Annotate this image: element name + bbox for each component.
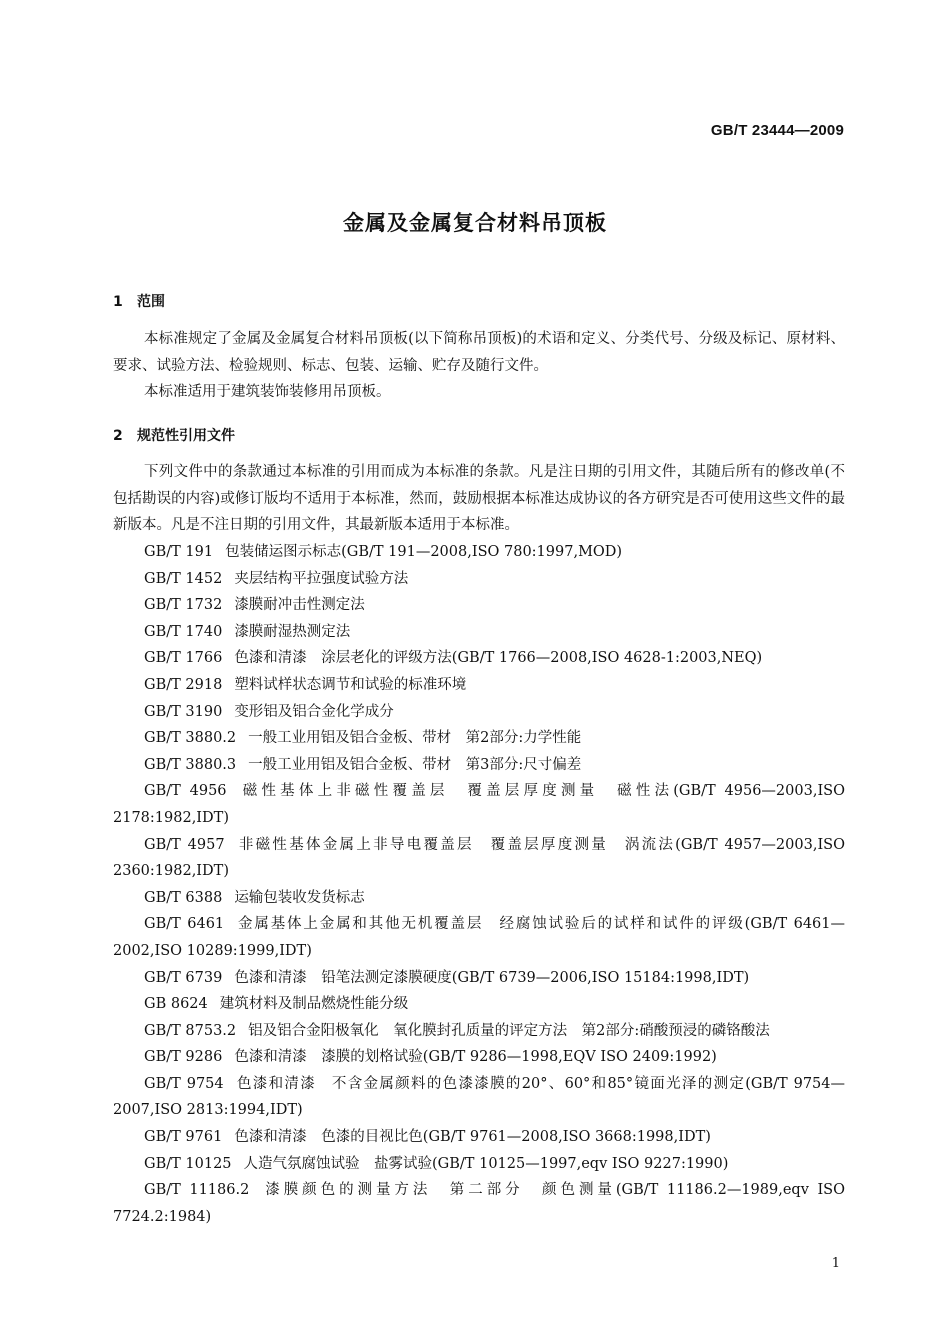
reference-code: GB/T 9286: [144, 1049, 223, 1066]
reference-title: 漆膜耐冲击性测定法: [234, 597, 365, 614]
reference-code: GB/T 3880.3: [144, 756, 237, 773]
reference-title: 磁性基体上非磁性覆盖层 覆盖层厚度测量 磁性法(GB/T 4956—2003,ISO 2178:1982,IDT): [113, 783, 845, 826]
reference-code: GB/T 6388: [144, 889, 223, 906]
standard-code: GB/T 23444—2009: [710, 122, 844, 139]
reference-code: GB/T 3190: [144, 703, 223, 720]
reference-code: GB/T 3880.2: [144, 730, 237, 747]
document-title: 金属及金属复合材料吊顶板: [343, 211, 607, 235]
section-title: 范围: [137, 294, 165, 310]
reference-code: GB/T 4957: [144, 836, 225, 853]
reference-item: [113, 778, 845, 831]
reference-title: 一般工业用铝及铝合金板、带材 第2部分:力学性能: [248, 730, 582, 747]
reference-code: GB/T 2918: [144, 676, 223, 693]
reference-title: 非磁性基体金属上非导电覆盖层 覆盖层厚度测量 涡流法(GB/T 4957—2003,ISO 2360:1982,IDT): [113, 836, 845, 880]
reference-title: 一般工业用铝及铝合金板、带材 第3部分:尺寸偏差: [248, 756, 582, 773]
reference-code: GB/T 9754: [144, 1075, 224, 1092]
reference-code: GB/T 1732: [144, 597, 223, 614]
reference-title: 色漆和清漆 不含金属颜料的色漆漆膜的20°、60°和85°镜面光泽的测定(GB/T 9754—2007,ISO 2813:1994,IDT): [113, 1075, 846, 1119]
reference-title: 金属基体上金属和其他无机覆盖层 经腐蚀试验后的试样和试件的评级(GB/T 6461—2002,ISO 10289:1999,IDT): [113, 916, 845, 959]
reference-item: [113, 699, 845, 726]
reference-title: 夹层结构平拉强度试验方法: [234, 570, 409, 587]
reference-code: GB/T 1740: [144, 623, 223, 640]
reference-title: 色漆和清漆 涂层老化的评级方法(GB/T 1766—2008,ISO 4628-1:2003,NEQ): [234, 650, 763, 667]
reference-item: [113, 1071, 845, 1124]
reference-title: 人造气氛腐蚀试验 盐雾试验(GB/T 10125—1997,eqv ISO 9227:1990): [243, 1155, 729, 1172]
section-1-paragraph-2: 本标准适用于建筑装饰装修用吊顶板。: [144, 384, 391, 400]
reference-code: GB 8624: [144, 996, 208, 1013]
reference-item: [113, 619, 845, 646]
reference-item: [113, 752, 845, 779]
reference-item: [113, 832, 845, 885]
page-number: 1: [831, 1256, 840, 1271]
reference-item: [113, 1044, 845, 1071]
reference-title: 塑料试样状态调节和试验的标准环境: [234, 676, 467, 693]
section-2-paragraph-1: 下列文件中的条款通过本标准的引用而成为本标准的条款。凡是注日期的引用文件，其随后所有的修改单(不包括勘误的内容)或修订版均不适用于本标准，然而，鼓励根据本标准达成协议的各方研究是否可使用这些文件的最新版本。凡是不注日期的引用文件，其最新版本适用于本标准。: [113, 464, 845, 534]
reference-code: GB/T 9761: [144, 1129, 223, 1146]
reference-item: [113, 911, 845, 964]
reference-code: GB/T 6739: [144, 969, 223, 986]
reference-title: 包装储运图示标志(GB/T 191—2008,ISO 780:1997,MOD): [225, 544, 623, 560]
reference-item: [113, 885, 845, 912]
reference-code: GB/T 191: [144, 544, 214, 560]
reference-item: [113, 1177, 845, 1230]
reference-code: GB/T 6461: [144, 916, 225, 933]
reference-item: [113, 1124, 845, 1151]
section-1-heading: [113, 291, 165, 311]
reference-title: 色漆和清漆 漆膜的划格试验(GB/T 9286—1998,EQV ISO 2409:1992): [234, 1049, 717, 1066]
reference-item: [113, 991, 845, 1018]
reference-code: GB/T 11186.2: [144, 1182, 250, 1199]
reference-title: 色漆和清漆 铅笔法测定漆膜硬度(GB/T 6739—2006,ISO 15184:1998,IDT): [234, 969, 750, 986]
reference-item: [113, 1151, 845, 1178]
reference-title: 运输包装收发货标志: [234, 889, 365, 906]
section-2-heading: [113, 425, 235, 445]
reference-item: [113, 645, 845, 672]
reference-item: [113, 965, 845, 992]
reference-code: GB/T 1766: [144, 650, 223, 667]
reference-item: [113, 672, 845, 699]
reference-item: [113, 592, 845, 619]
reference-title: 建筑材料及制品燃烧性能分级: [219, 996, 409, 1013]
reference-title: 色漆和清漆 色漆的目视比色(GB/T 9761—2008,ISO 3668:1998,IDT): [234, 1129, 711, 1146]
reference-title: 变形铝及铝合金化学成分: [234, 703, 394, 720]
reference-item: [113, 725, 845, 752]
reference-title: 漆膜耐湿热测定法: [234, 623, 351, 640]
section-number: 2: [113, 428, 123, 444]
reference-list: [113, 539, 845, 1230]
reference-title: 漆膜颜色的测量方法 第二部分 颜色测量(GB/T 11186.2—1989,eqv ISO 7724.2:1984): [113, 1182, 845, 1225]
section-1-paragraph-1: 本标准规定了金属及金属复合材料吊顶板(以下简称吊顶板)的术语和定义、分类代号、分级及标记、原材料、要求、试验方法、检验规则、标志、包装、运输、贮存及随行文件。: [113, 331, 845, 374]
reference-code: GB/T 10125: [144, 1155, 232, 1172]
reference-item: [113, 1018, 845, 1045]
reference-title: 铝及铝合金阳极氧化 氧化膜封孔质量的评定方法 第2部分:硝酸预浸的磷铬酸法: [248, 1022, 770, 1039]
section-title: 规范性引用文件: [137, 428, 235, 444]
reference-code: GB/T 4956: [144, 783, 227, 800]
reference-item: [113, 566, 845, 593]
reference-code: GB/T 1452: [144, 570, 223, 587]
section-number: 1: [113, 294, 123, 310]
reference-code: GB/T 8753.2: [144, 1022, 237, 1039]
reference-item: [113, 539, 845, 566]
